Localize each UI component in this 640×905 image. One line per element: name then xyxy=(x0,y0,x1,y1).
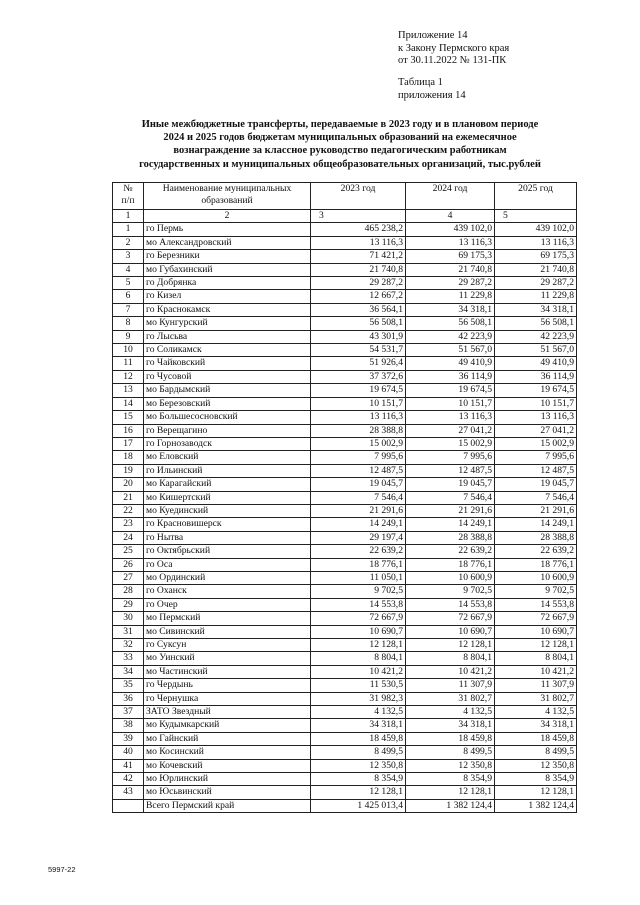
transfers-table xyxy=(112,182,577,813)
municipality-name: го Чайковский xyxy=(144,357,311,370)
value-2024: 15 002,9 xyxy=(406,437,495,450)
value-2024: 7 546,4 xyxy=(406,491,495,504)
value-2024: 12 128,1 xyxy=(406,786,495,799)
table-row xyxy=(113,706,577,719)
appendix-line: к Закону Пермского края xyxy=(398,42,510,54)
municipality-name: мо Юсьвинский xyxy=(144,786,311,799)
table-row xyxy=(113,531,577,544)
row-number: 43 xyxy=(113,786,144,799)
municipality-name: го Добрянка xyxy=(144,277,311,290)
row-number: 23 xyxy=(113,518,144,531)
row-number: 38 xyxy=(113,719,144,732)
value-2024: 10 421,2 xyxy=(406,665,495,678)
row-number: 37 xyxy=(113,706,144,719)
value-2024: 13 116,3 xyxy=(406,411,495,424)
value-2025: 51 567,0 xyxy=(495,344,577,357)
value-2023: 37 372,6 xyxy=(311,370,406,383)
row-number: 36 xyxy=(113,692,144,705)
value-2025: 12 128,1 xyxy=(495,639,577,652)
value-2023: 465 238,2 xyxy=(311,223,406,236)
value-2025: 72 667,9 xyxy=(495,612,577,625)
row-number: 2 xyxy=(113,236,144,249)
column-index: 4 xyxy=(406,210,495,223)
table-row xyxy=(113,639,577,652)
row-number: 34 xyxy=(113,665,144,678)
value-2023: 21 740,8 xyxy=(311,263,406,276)
value-2023: 13 116,3 xyxy=(311,236,406,249)
value-2023: 71 421,2 xyxy=(311,250,406,263)
total-number xyxy=(113,799,144,812)
municipality-name: мо Гайнский xyxy=(144,732,311,745)
header-2023: 2023 год xyxy=(311,183,406,210)
row-number: 18 xyxy=(113,451,144,464)
table-row xyxy=(113,303,577,316)
municipality-name: ЗАТО Звездный xyxy=(144,706,311,719)
municipality-name: мо Сивинский xyxy=(144,625,311,638)
value-2023: 12 667,2 xyxy=(311,290,406,303)
municipality-name: мо Кудымкарский xyxy=(144,719,311,732)
value-2025: 19 045,7 xyxy=(495,478,577,491)
value-2023: 14 553,8 xyxy=(311,598,406,611)
value-2024: 21 740,8 xyxy=(406,263,495,276)
document-code: 5997-22 xyxy=(48,865,76,874)
value-2023: 8 499,5 xyxy=(311,746,406,759)
value-2024: 72 667,9 xyxy=(406,612,495,625)
value-2023: 11 530,5 xyxy=(311,679,406,692)
table-row xyxy=(113,612,577,625)
table-row xyxy=(113,786,577,799)
table-row xyxy=(113,545,577,558)
column-index: 1 xyxy=(113,210,144,223)
table-row xyxy=(113,598,577,611)
header-number: № п/п xyxy=(113,183,144,210)
value-2025: 10 600,9 xyxy=(495,571,577,584)
table-row xyxy=(113,357,577,370)
value-2025: 11 229,8 xyxy=(495,290,577,303)
value-2025: 18 776,1 xyxy=(495,558,577,571)
table-header-row xyxy=(113,183,577,210)
row-number: 27 xyxy=(113,571,144,584)
value-2023: 31 982,3 xyxy=(311,692,406,705)
value-2023: 4 132,5 xyxy=(311,706,406,719)
municipality-name: мо Александровский xyxy=(144,236,311,249)
table-row xyxy=(113,585,577,598)
table-row xyxy=(113,344,577,357)
municipality-name: го Пермь xyxy=(144,223,311,236)
value-2023: 10 421,2 xyxy=(311,665,406,678)
value-2024: 69 175,3 xyxy=(406,250,495,263)
value-2023: 18 776,1 xyxy=(311,558,406,571)
document-title xyxy=(104,118,576,171)
row-number: 35 xyxy=(113,679,144,692)
row-number: 11 xyxy=(113,357,144,370)
table-row xyxy=(113,679,577,692)
value-2023: 14 249,1 xyxy=(311,518,406,531)
value-2025: 4 132,5 xyxy=(495,706,577,719)
row-number: 5 xyxy=(113,277,144,290)
title-line: 2024 и 2025 годов бюджетам муниципальных образований на ежемесячное xyxy=(163,132,517,144)
value-2023: 7 546,4 xyxy=(311,491,406,504)
row-number: 31 xyxy=(113,625,144,638)
row-number: 6 xyxy=(113,290,144,303)
value-2024: 51 567,0 xyxy=(406,344,495,357)
value-2024: 36 114,9 xyxy=(406,370,495,383)
value-2025: 439 102,0 xyxy=(495,223,577,236)
value-2025: 15 002,9 xyxy=(495,437,577,450)
municipality-name: го Ильинский xyxy=(144,464,311,477)
value-2024: 10 151,7 xyxy=(406,397,495,410)
municipality-name: го Оса xyxy=(144,558,311,571)
row-number: 33 xyxy=(113,652,144,665)
municipality-name: мо Юрлинский xyxy=(144,773,311,786)
table-row xyxy=(113,236,577,249)
value-2025: 10 690,7 xyxy=(495,625,577,638)
table-row xyxy=(113,504,577,517)
row-number: 22 xyxy=(113,504,144,517)
row-number: 25 xyxy=(113,545,144,558)
total-label: Всего Пермский край xyxy=(144,799,311,812)
table-row xyxy=(113,625,577,638)
municipality-name: го Березники xyxy=(144,250,311,263)
value-2023: 9 702,5 xyxy=(311,585,406,598)
table-row xyxy=(113,692,577,705)
value-2025: 28 388,8 xyxy=(495,531,577,544)
municipality-name: мо Уинский xyxy=(144,652,311,665)
table-row xyxy=(113,223,577,236)
table-row xyxy=(113,746,577,759)
value-2023: 29 197,4 xyxy=(311,531,406,544)
municipality-name: го Чусовой xyxy=(144,370,311,383)
value-2023: 12 350,8 xyxy=(311,759,406,772)
value-2024: 31 802,7 xyxy=(406,692,495,705)
municipality-name: мо Бардымский xyxy=(144,384,311,397)
value-2024: 4 132,5 xyxy=(406,706,495,719)
table-row xyxy=(113,491,577,504)
value-2023: 56 508,1 xyxy=(311,317,406,330)
value-2025: 18 459,8 xyxy=(495,732,577,745)
value-2023: 51 926,4 xyxy=(311,357,406,370)
table-row xyxy=(113,397,577,410)
value-2024: 8 499,5 xyxy=(406,746,495,759)
title-line: Иные межбюджетные трансферты, передаваемые в 2023 году и в плановом периоде xyxy=(141,119,539,130)
value-2024: 8 804,1 xyxy=(406,652,495,665)
value-2023: 13 116,3 xyxy=(311,411,406,424)
table-ref-line: Таблица 1 xyxy=(398,77,443,88)
value-2023: 72 667,9 xyxy=(311,612,406,625)
value-2025: 19 674,5 xyxy=(495,384,577,397)
table-row xyxy=(113,732,577,745)
table-row xyxy=(113,384,577,397)
value-2023: 8 804,1 xyxy=(311,652,406,665)
table-row xyxy=(113,464,577,477)
municipality-name: мо Ординский xyxy=(144,571,311,584)
value-2025: 10 421,2 xyxy=(495,665,577,678)
row-number: 3 xyxy=(113,250,144,263)
row-number: 20 xyxy=(113,478,144,491)
row-number: 14 xyxy=(113,397,144,410)
value-2025: 22 639,2 xyxy=(495,545,577,558)
title-line: государственных и муниципальных общеобразовательных организаций, тыс.рублей xyxy=(139,158,541,170)
row-number: 1 xyxy=(113,223,144,236)
value-2025: 21 740,8 xyxy=(495,263,577,276)
row-number: 16 xyxy=(113,424,144,437)
value-2023: 12 487,5 xyxy=(311,464,406,477)
value-2023: 43 301,9 xyxy=(311,330,406,343)
value-2025: 8 499,5 xyxy=(495,746,577,759)
value-2024: 10 690,7 xyxy=(406,625,495,638)
value-2025: 34 318,1 xyxy=(495,303,577,316)
value-2023: 34 318,1 xyxy=(311,719,406,732)
value-2024: 12 350,8 xyxy=(406,759,495,772)
row-number: 17 xyxy=(113,437,144,450)
table-row xyxy=(113,250,577,263)
municipality-name: го Очер xyxy=(144,598,311,611)
value-2025: 12 128,1 xyxy=(495,786,577,799)
municipality-name: мо Березовский xyxy=(144,397,311,410)
municipality-name: го Октябрьский xyxy=(144,545,311,558)
municipality-name: го Суксун xyxy=(144,639,311,652)
value-2023: 15 002,9 xyxy=(311,437,406,450)
table-reference xyxy=(398,77,466,102)
column-index-row xyxy=(113,210,577,223)
municipality-name: го Нытва xyxy=(144,531,311,544)
municipality-name: мо Карагайский xyxy=(144,478,311,491)
value-2025: 9 702,5 xyxy=(495,585,577,598)
row-number: 29 xyxy=(113,598,144,611)
row-number: 12 xyxy=(113,370,144,383)
municipality-name: мо Частинский xyxy=(144,665,311,678)
value-2025: 7 995,6 xyxy=(495,451,577,464)
row-number: 39 xyxy=(113,732,144,745)
municipality-name: мо Косинский xyxy=(144,746,311,759)
table-row xyxy=(113,290,577,303)
value-2024: 21 291,6 xyxy=(406,504,495,517)
appendix-reference xyxy=(398,30,509,68)
table-row xyxy=(113,558,577,571)
value-2025: 36 114,9 xyxy=(495,370,577,383)
value-2025: 8 354,9 xyxy=(495,773,577,786)
value-2024: 9 702,5 xyxy=(406,585,495,598)
table-row xyxy=(113,437,577,450)
value-2024: 56 508,1 xyxy=(406,317,495,330)
value-2025: 14 249,1 xyxy=(495,518,577,531)
table-row xyxy=(113,759,577,772)
row-number: 10 xyxy=(113,344,144,357)
value-2024: 34 318,1 xyxy=(406,303,495,316)
value-2023: 12 128,1 xyxy=(311,639,406,652)
column-index: 3 xyxy=(311,210,406,223)
row-number: 24 xyxy=(113,531,144,544)
row-number: 13 xyxy=(113,384,144,397)
value-2024: 18 459,8 xyxy=(406,732,495,745)
value-2024: 13 116,3 xyxy=(406,236,495,249)
row-number: 42 xyxy=(113,773,144,786)
row-number: 41 xyxy=(113,759,144,772)
value-2025: 31 802,7 xyxy=(495,692,577,705)
municipality-name: го Верещагино xyxy=(144,424,311,437)
table-row xyxy=(113,277,577,290)
value-2024: 34 318,1 xyxy=(406,719,495,732)
value-2024: 12 487,5 xyxy=(406,464,495,477)
title-line: вознаграждение за классное руководство педагогическим работникам xyxy=(173,145,507,157)
value-2024: 19 045,7 xyxy=(406,478,495,491)
appendix-line: от 30.11.2022 № 131-ПК xyxy=(398,55,507,66)
value-2025: 13 116,3 xyxy=(495,411,577,424)
municipality-name: мо Пермский xyxy=(144,612,311,625)
value-2025: 10 151,7 xyxy=(495,397,577,410)
row-number: 21 xyxy=(113,491,144,504)
column-index: 5 xyxy=(495,210,577,223)
value-2023: 36 564,1 xyxy=(311,303,406,316)
value-2024: 11 307,9 xyxy=(406,679,495,692)
value-2023: 22 639,2 xyxy=(311,545,406,558)
municipality-name: мо Куединский xyxy=(144,504,311,517)
municipality-name: мо Губахинский xyxy=(144,263,311,276)
value-2025: 42 223,9 xyxy=(495,330,577,343)
table-row xyxy=(113,652,577,665)
municipality-name: мо Большесосновский xyxy=(144,411,311,424)
value-2025: 34 318,1 xyxy=(495,719,577,732)
value-2024: 18 776,1 xyxy=(406,558,495,571)
municipality-name: го Чернушка xyxy=(144,692,311,705)
municipality-name: мо Еловский xyxy=(144,451,311,464)
value-2024: 27 041,2 xyxy=(406,424,495,437)
value-2024: 22 639,2 xyxy=(406,545,495,558)
municipality-name: мо Кунгурский xyxy=(144,317,311,330)
table-body xyxy=(113,223,577,799)
column-index: 2 xyxy=(144,210,311,223)
value-2025: 29 287,2 xyxy=(495,277,577,290)
header-2025: 2025 год xyxy=(495,183,577,210)
table-ref-line: приложения 14 xyxy=(398,89,466,101)
value-2024: 49 410,9 xyxy=(406,357,495,370)
value-2024: 14 249,1 xyxy=(406,518,495,531)
row-number: 19 xyxy=(113,464,144,477)
value-2024: 8 354,9 xyxy=(406,773,495,786)
table-row xyxy=(113,773,577,786)
row-number: 26 xyxy=(113,558,144,571)
value-2025: 12 350,8 xyxy=(495,759,577,772)
municipality-name: мо Кочевский xyxy=(144,759,311,772)
row-number: 4 xyxy=(113,263,144,276)
value-2024: 28 388,8 xyxy=(406,531,495,544)
row-number: 9 xyxy=(113,330,144,343)
header-2024: 2024 год xyxy=(406,183,495,210)
table-row xyxy=(113,518,577,531)
value-2023: 7 995,6 xyxy=(311,451,406,464)
table-row xyxy=(113,478,577,491)
table-row xyxy=(113,571,577,584)
municipality-name: го Соликамск xyxy=(144,344,311,357)
value-2025: 21 291,6 xyxy=(495,504,577,517)
table-row xyxy=(113,370,577,383)
value-2023: 19 674,5 xyxy=(311,384,406,397)
total-2024: 1 382 124,4 xyxy=(406,799,495,812)
table-row xyxy=(113,317,577,330)
value-2023: 10 690,7 xyxy=(311,625,406,638)
value-2023: 19 045,7 xyxy=(311,478,406,491)
value-2024: 14 553,8 xyxy=(406,598,495,611)
value-2024: 19 674,5 xyxy=(406,384,495,397)
total-2025: 1 382 124,4 xyxy=(495,799,577,812)
table-row xyxy=(113,411,577,424)
value-2024: 29 287,2 xyxy=(406,277,495,290)
value-2025: 11 307,9 xyxy=(495,679,577,692)
municipality-name: го Горнозаводск xyxy=(144,437,311,450)
header-name: Наименование муниципальных образований xyxy=(144,183,311,210)
row-number: 28 xyxy=(113,585,144,598)
row-number: 30 xyxy=(113,612,144,625)
value-2024: 10 600,9 xyxy=(406,571,495,584)
table-row xyxy=(113,263,577,276)
value-2023: 29 287,2 xyxy=(311,277,406,290)
value-2025: 56 508,1 xyxy=(495,317,577,330)
municipality-name: го Чердынь xyxy=(144,679,311,692)
value-2025: 69 175,3 xyxy=(495,250,577,263)
municipality-name: го Лысьва xyxy=(144,330,311,343)
value-2025: 13 116,3 xyxy=(495,236,577,249)
value-2025: 8 804,1 xyxy=(495,652,577,665)
row-number: 7 xyxy=(113,303,144,316)
value-2023: 21 291,6 xyxy=(311,504,406,517)
value-2024: 42 223,9 xyxy=(406,330,495,343)
value-2023: 28 388,8 xyxy=(311,424,406,437)
value-2025: 27 041,2 xyxy=(495,424,577,437)
municipality-name: го Красновишерск xyxy=(144,518,311,531)
table-row xyxy=(113,719,577,732)
value-2023: 12 128,1 xyxy=(311,786,406,799)
row-number: 32 xyxy=(113,639,144,652)
table-row xyxy=(113,424,577,437)
value-2024: 7 995,6 xyxy=(406,451,495,464)
value-2025: 49 410,9 xyxy=(495,357,577,370)
value-2023: 10 151,7 xyxy=(311,397,406,410)
municipality-name: го Кизел xyxy=(144,290,311,303)
value-2024: 12 128,1 xyxy=(406,639,495,652)
value-2023: 54 531,7 xyxy=(311,344,406,357)
municipality-name: мо Кишертский xyxy=(144,491,311,504)
value-2023: 8 354,9 xyxy=(311,773,406,786)
value-2024: 439 102,0 xyxy=(406,223,495,236)
total-row xyxy=(113,799,577,812)
row-number: 8 xyxy=(113,317,144,330)
row-number: 40 xyxy=(113,746,144,759)
value-2025: 7 546,4 xyxy=(495,491,577,504)
row-number: 15 xyxy=(113,411,144,424)
total-2023: 1 425 013,4 xyxy=(311,799,406,812)
appendix-line: Приложение 14 xyxy=(398,30,468,41)
table-row xyxy=(113,330,577,343)
value-2025: 14 553,8 xyxy=(495,598,577,611)
table-row xyxy=(113,451,577,464)
municipality-name: го Краснокамск xyxy=(144,303,311,316)
value-2024: 11 229,8 xyxy=(406,290,495,303)
value-2023: 11 050,1 xyxy=(311,571,406,584)
table-row xyxy=(113,665,577,678)
value-2025: 12 487,5 xyxy=(495,464,577,477)
value-2023: 18 459,8 xyxy=(311,732,406,745)
municipality-name: го Оханск xyxy=(144,585,311,598)
